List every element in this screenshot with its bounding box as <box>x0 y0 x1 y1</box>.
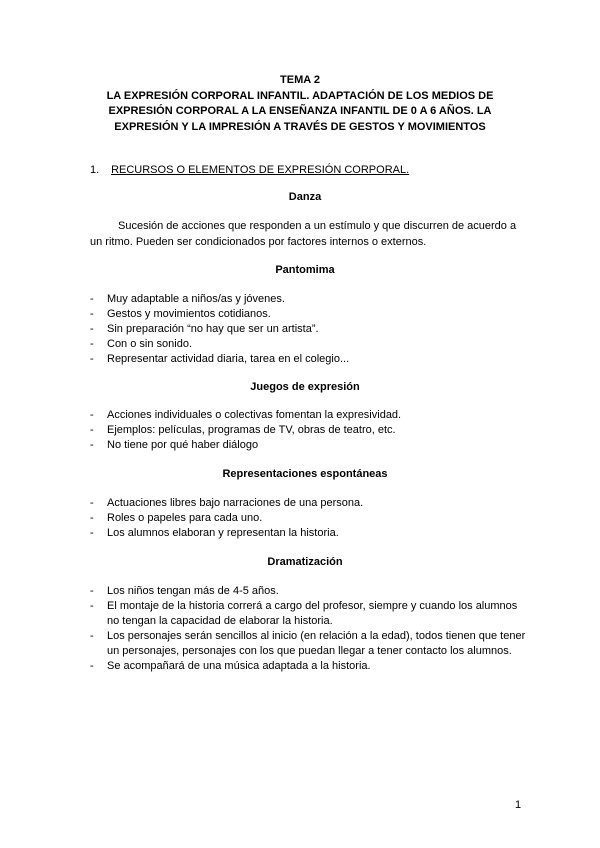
pantomima-list <box>90 292 530 367</box>
subheading-representaciones: Representaciones espontáneas <box>222 468 388 480</box>
list-item: - Representar actividad diaria, tarea en el colegio... <box>90 353 350 365</box>
dash-bullet: - <box>90 293 94 305</box>
subheading-dramatizacion: Dramatización <box>267 556 343 568</box>
list-item: - Ejemplos: películas, programas de TV, obras de teatro, etc. <box>90 424 396 436</box>
danza-paragraph: Sucesión de acciones que responden a un estímulo y que discurren de acuerdo a un ritmo. Pueden ser condicionados por factores internos o externos. <box>90 220 517 248</box>
section-number: 1. <box>90 164 100 176</box>
dash-bullet: - <box>90 600 94 612</box>
list-item: - Muy adaptable a niños/as y jóvenes. <box>90 293 285 305</box>
list-item: - Roles o papeles para cada uno. <box>90 512 263 524</box>
representaciones-list <box>90 496 530 541</box>
dash-bullet: - <box>90 660 94 672</box>
list-item: - Los alumnos elaboran y representan la historia. <box>90 527 339 539</box>
juegos-list <box>90 408 530 453</box>
dash-bullet: - <box>90 308 94 320</box>
dash-bullet: - <box>90 424 94 436</box>
list-item: - Los personajes serán sencillos al inicio (en relación a la edad), todos tienen que tener un personajes, personajes con los que puedan llegar a tener contacto los alumnos. <box>90 630 526 657</box>
title-line: LA EXPRESIÓN CORPORAL INFANTIL. ADAPTACIÓN DE LOS MEDIOS DE <box>106 89 494 102</box>
list-item: - No tiene por qué haber diálogo <box>90 439 259 451</box>
list-item: - Con o sin sonido. <box>90 338 192 350</box>
dash-bullet: - <box>90 630 94 642</box>
document-title <box>90 73 510 135</box>
list-item: - Los niños tengan más de 4-5 años. <box>90 585 279 597</box>
title-line: EXPRESIÓN Y LA IMPRESIÓN A TRAVÉS DE GESTOS Y MOVIMIENTOS <box>114 120 486 133</box>
subheading-juegos: Juegos de expresión <box>250 381 360 393</box>
page-number: 1 <box>515 799 522 811</box>
dash-bullet: - <box>90 527 94 539</box>
section-title: RECURSOS O ELEMENTOS DE EXPRESIÓN CORPORAL. <box>111 164 410 176</box>
dash-bullet: - <box>90 497 94 509</box>
dash-bullet: - <box>90 323 94 335</box>
list-item: - Sin preparación “no hay que ser un artista”. <box>90 323 319 335</box>
dash-bullet: - <box>90 585 94 597</box>
list-item: - Gestos y movimientos cotidianos. <box>90 308 271 320</box>
list-item: - Se acompañará de una música adaptada a la historia. <box>90 660 371 672</box>
list-item: - El montaje de la historia correrá a cargo del profesor, siempre y cuando los alumnos no tengan la capacidad de elaborar la historia. <box>90 600 518 627</box>
subheading-danza: Danza <box>288 191 322 203</box>
dash-bullet: - <box>90 353 94 365</box>
dash-bullet: - <box>90 439 94 451</box>
dramatizacion-list <box>90 584 530 674</box>
dash-bullet: - <box>90 409 94 421</box>
list-item: - Acciones individuales o colectivas fomentan la expresividad. <box>90 409 402 421</box>
section-heading <box>90 163 409 177</box>
list-item: - Actuaciones libres bajo narraciones de una persona. <box>90 497 364 509</box>
dash-bullet: - <box>90 338 94 350</box>
dash-bullet: - <box>90 512 94 524</box>
subheading-pantomima: Pantomima <box>275 264 335 276</box>
title-line: TEMA 2 <box>280 74 320 86</box>
title-line: EXPRESIÓN CORPORAL A LA ENSEÑANZA INFANTIL DE 0 A 6 AÑOS. LA <box>108 105 492 117</box>
